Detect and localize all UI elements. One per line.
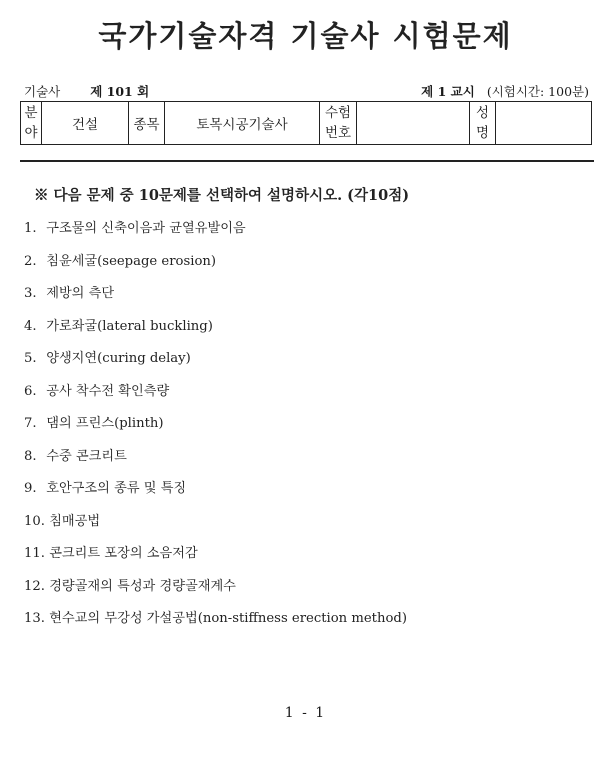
question-item: 6. 공사 착수전 확인측량 — [24, 383, 170, 399]
exam-info-row — [21, 102, 592, 145]
question-text: 콘크리트 포장의 소음저감 — [49, 546, 198, 561]
field-value-cell: 건설 — [42, 102, 129, 145]
exam-round: 제 101 회 — [90, 84, 150, 99]
question-item: 11. 콘크리트 포장의 소음저감 — [24, 546, 198, 561]
question-item: 3. 제방의 측단 — [24, 286, 115, 301]
question-item: 4. 가로좌굴(lateral buckling) — [24, 318, 213, 334]
question-text: 침매공법 — [49, 513, 101, 529]
section-divider — [20, 160, 594, 162]
question-item: 10. 침매공법 — [24, 513, 101, 529]
name-value-cell[interactable] — [496, 102, 592, 145]
exam-no-value-cell[interactable] — [357, 102, 470, 145]
exam-category: 기술사 — [24, 84, 61, 99]
question-text: 침윤세굴(seepage erosion) — [46, 253, 217, 269]
exam-no-label-cell — [320, 102, 357, 145]
question-item: 5. 양생지연(curing delay) — [24, 351, 191, 366]
question-item: 8. 수중 콘크리트 — [24, 448, 127, 464]
exam-meta-right — [421, 82, 589, 100]
field-label-top: 분 — [24, 105, 38, 121]
exam-no-label-bottom: 번호 — [324, 125, 352, 141]
instruction-text: ※ 다음 문제 중 10문제를 선택하여 설명하시오. (각10점) — [34, 187, 410, 204]
exam-meta-left — [24, 82, 149, 100]
question-item: 7. 댐의 프린스(plinth) — [24, 416, 164, 431]
question-item: 9. 호안구조의 종류 및 특징 — [24, 481, 187, 496]
name-label-cell — [470, 102, 496, 145]
question-text: 구조물의 신축이음과 균열유발이음 — [46, 221, 246, 236]
page-title: 국가기술자격 기술사 시험문제 — [98, 19, 513, 53]
name-label-bottom: 명 — [475, 125, 490, 141]
question-text: 경량골재의 특성과 경량골재계수 — [49, 578, 236, 594]
question-text: 가로좌굴(lateral buckling) — [46, 318, 213, 334]
field-label-cell — [21, 102, 42, 145]
question-text: 호안구조의 종류 및 특징 — [46, 481, 187, 496]
question-text: 현수교의 무강성 가설공법(non-stiffness erection method) — [49, 611, 407, 626]
name-label-top: 성 — [475, 105, 490, 121]
page-number: 1 - 1 — [284, 705, 327, 721]
question-text: 제방의 측단 — [46, 286, 115, 301]
exam-info-table — [20, 101, 592, 145]
type-label-cell: 종목 — [129, 102, 165, 145]
exam-meta-row — [24, 82, 589, 100]
exam-no-label-top: 수험 — [324, 105, 352, 121]
question-item: 1. 구조물의 신축이음과 균열유발이음 — [24, 221, 246, 236]
question-text: 공사 착수전 확인측량 — [46, 383, 170, 399]
type-value-cell: 토목시공기술사 — [165, 102, 320, 145]
field-label-bottom: 야 — [24, 125, 38, 141]
question-item: 12. 경량골재의 특성과 경량골재계수 — [24, 578, 236, 594]
question-list — [24, 219, 407, 642]
question-item: 13. 현수교의 무강성 가설공법(non-stiffness erection method) — [24, 611, 407, 626]
question-text: 양생지연(curing delay) — [46, 351, 191, 366]
exam-duration: (시험시간: 100분) — [486, 84, 589, 99]
question-text: 수중 콘크리트 — [46, 448, 127, 464]
exam-session: 제 1 교시 — [421, 84, 475, 99]
question-item: 2. 침윤세굴(seepage erosion) — [24, 253, 217, 269]
question-text: 댐의 프린스(plinth) — [46, 416, 164, 431]
